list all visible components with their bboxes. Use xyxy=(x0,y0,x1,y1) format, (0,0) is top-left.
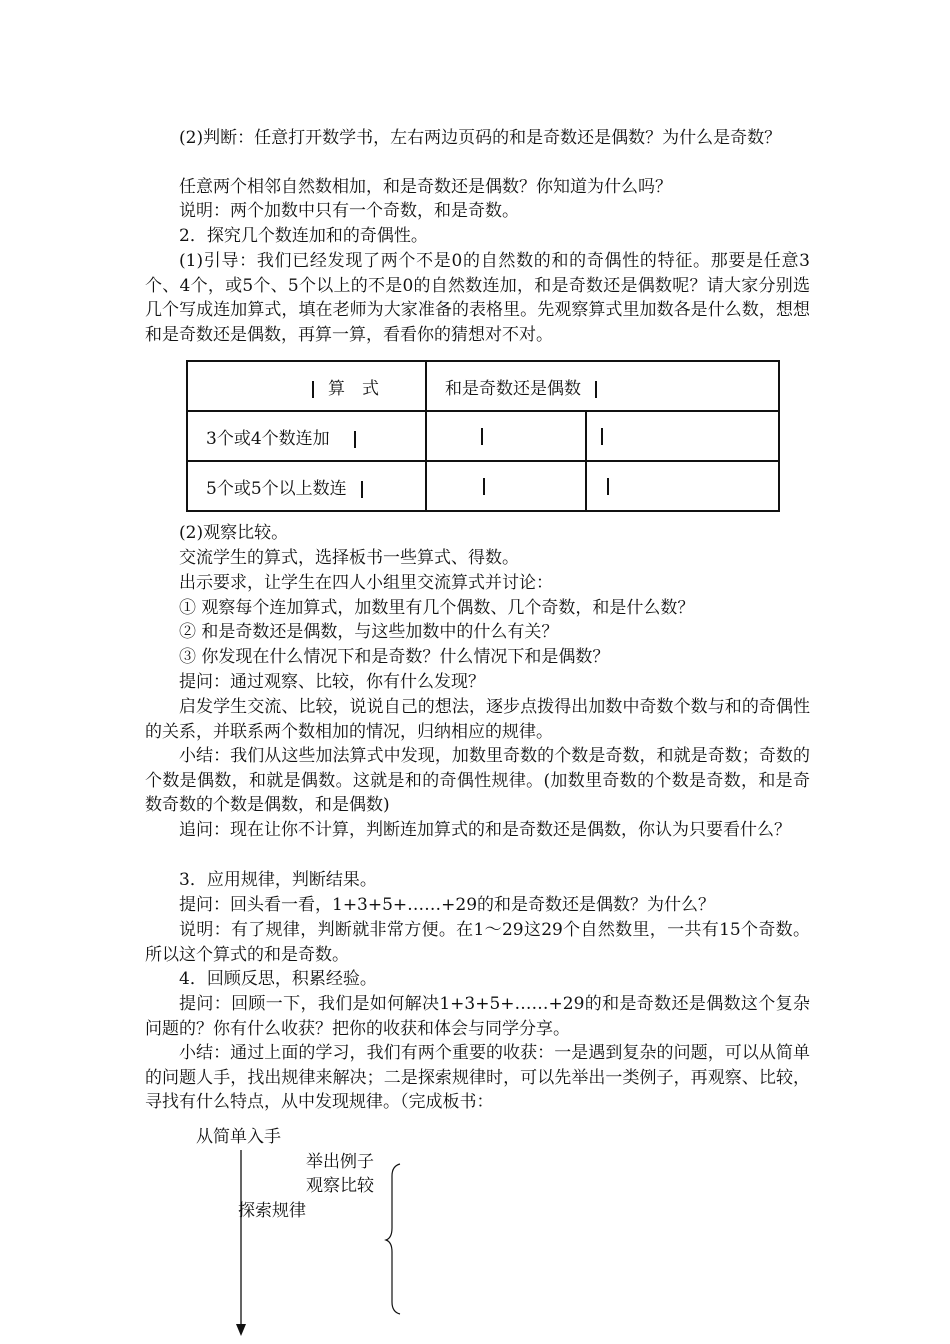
paragraph-explain-2: 说明：有了规律，判断就非常方便。在1～29这29个自然数里，一共有15个奇数。所以这个算式的和是奇数。 xyxy=(145,920,810,965)
paragraph-summary-1: 小结：我们从这些加法算式中发现，加数里奇数的个数是奇数，和就是奇数；奇数的个数是偶数，和就是偶数。这就是和的奇偶性规律。(加数里奇数的个数是奇数，和是奇数奇数的个数是偶数，和是偶数) xyxy=(145,746,810,815)
table-header-formula: 算 式 xyxy=(328,378,379,399)
paragraph-observe: (2)观察比较。 xyxy=(179,523,289,543)
curly-brace-icon xyxy=(382,1162,406,1316)
paragraph-explain-1: 说明：两个加数中只有一个奇数，和是奇数。 xyxy=(179,201,519,221)
paragraph-guide: (1)引导：我们已经发现了两个不是0的自然数的和的奇偶性的特征。那要是任意3个、4个，或5个、5个以上的不是0的自然数连加，和是奇数还是偶数呢？请大家分别选几个写成连加算式，填在老师为大家准备的表格里。先观察算式里加数各是什么数，想想和是奇数还是偶数，再算一算，看看你的猜想对不对。 xyxy=(145,251,810,345)
paragraph-ask: 提问：通过观察、比较，你有什么发现？ xyxy=(179,672,485,692)
question-3: ③ 你发现在什么情况下和是奇数？什么情况下和是偶数？ xyxy=(179,647,610,667)
table-row-2-label: 5个或5个以上数连 xyxy=(206,478,347,499)
parity-table xyxy=(186,360,780,512)
question-1: ① 观察每个连加算式，加数里有几个偶数、几个奇数，和是什么数？ xyxy=(179,598,695,618)
table-row-1-label: 3个或4个数连加 xyxy=(206,428,330,449)
section-4-heading: 4．回顾反思，积累经验。 xyxy=(179,969,377,989)
paragraph-requirement: 出示要求，让学生在四人小组里交流算式并讨论： xyxy=(179,573,553,593)
table-header-parity: 和是奇数还是偶数 xyxy=(445,378,581,399)
paragraph-summary-2: 小结：通过上面的学习，我们有两个重要的收获：一是遇到复杂的问题，可以从简单的问题人手，找出规律来解决；二是探索规律时，可以先举出一类例子，再观察、比较，寻找有什么特点，从中发现规律。（完成板书： xyxy=(145,1043,810,1112)
board-explore: 探索规律 xyxy=(238,1201,306,1221)
down-arrow-icon xyxy=(225,1150,265,1340)
board-step-1: 举出例子 xyxy=(306,1152,374,1172)
paragraph-judge: (2)判断：任意打开数学书，左右两边页码的和是奇数还是偶数？为什么是奇数？ xyxy=(179,128,782,148)
section-3-heading: 3．应用规律，判断结果。 xyxy=(179,870,377,890)
section-2-heading: 2．探究几个数连加和的奇偶性。 xyxy=(179,226,428,246)
paragraph-review: 提问：回顾一下，我们是如何解决1+3+5+……+29的和是奇数还是偶数这个复杂问题的？你有什么收获？把你的收获和体会与同学分享。 xyxy=(145,994,810,1039)
board-start: 从简单入手 xyxy=(196,1127,281,1147)
paragraph-follow-up: 追问：现在让你不计算，判断连加算式的和是奇数还是偶数，你认为只要看什么？ xyxy=(179,820,791,840)
paragraph-ask-2: 提问：回头看一看，1+3+5+……+29的和是奇数还是偶数？为什么？ xyxy=(179,895,716,915)
board-step-2: 观察比较 xyxy=(306,1176,374,1196)
question-2: ② 和是奇数还是偶数，与这些加数中的什么有关？ xyxy=(179,622,559,642)
paragraph-adjacent: 任意两个相邻自然数相加，和是奇数还是偶数？你知道为什么吗？ xyxy=(179,177,672,197)
paragraph-exchange: 交流学生的算式，选择板书一些算式、得数。 xyxy=(179,548,519,568)
paragraph-inspire: 启发学生交流、比较，说说自己的想法，逐步点拨得出加数中奇数个数与和的奇偶性的关系，并联系两个数相加的情况，归纳相应的规律。 xyxy=(145,697,810,742)
